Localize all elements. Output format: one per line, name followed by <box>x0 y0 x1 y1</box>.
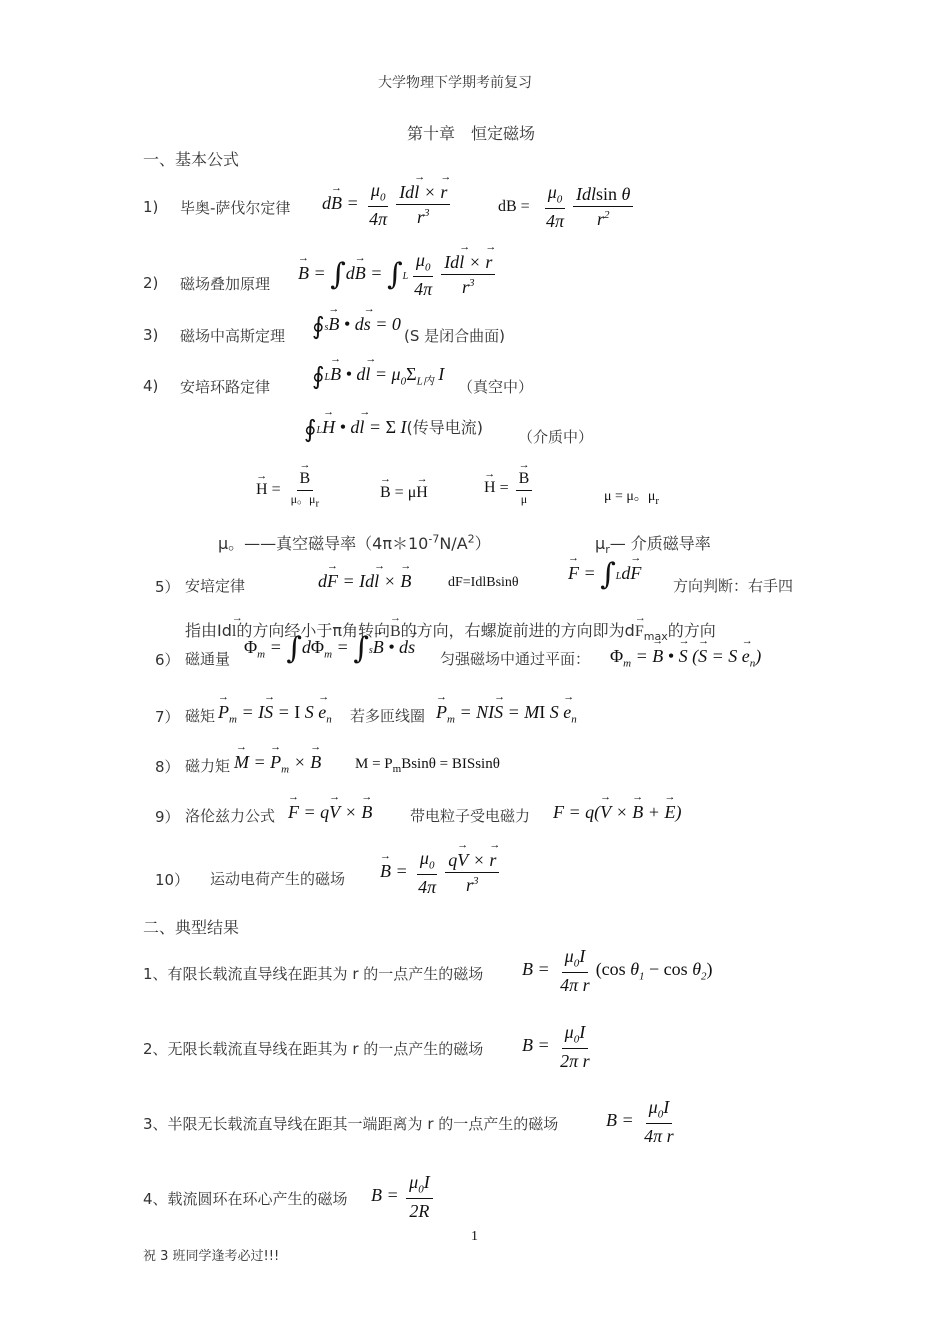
ampere-medium-note: （介质中） <box>518 428 594 446</box>
formula-torque: → M = → $P_m$ × → B <box>234 752 321 776</box>
formula-loop-center: B = $\frac{\mu_0I}{2R}$ <box>371 1172 436 1222</box>
formula-gauss: ∮s→ B • d→ s = 0 <box>312 314 401 338</box>
item-label: 磁力矩 <box>185 757 231 775</box>
formula-flux-uniform: $\Phi_m$ = → B • → S (→ $S = S \to e_n$) <box>610 646 761 670</box>
item-label: 运动电荷产生的磁场 <box>210 870 346 888</box>
item-number: 7） <box>155 708 180 726</box>
formula-biot-savart: d→ B = $\frac{\mu_0}{4\pi}$ $\frac{Id\to l \times \to r}{r^3}$ <box>322 180 453 230</box>
item-label: 磁矩 <box>185 707 216 725</box>
item-label: 磁场叠加原理 <box>180 275 271 293</box>
formula-b-mu-h: → B = μ→ H <box>380 484 428 502</box>
item-number: 4) <box>143 377 159 395</box>
mu0-description: μ。——真空磁导率$(4\pi*10^{-7}N/A^2)$ <box>218 532 491 553</box>
result-item-4: 4、载流圆环在环心产生的磁场 <box>143 1190 348 1208</box>
item-number: 1) <box>143 198 159 216</box>
item-number: 6） <box>155 651 180 669</box>
formula-torque-scalar: $M = P_mBsin\theta = BISsin\theta$ <box>355 756 500 775</box>
item-label: 安培环路定律 <box>180 378 271 396</box>
item-label: 洛伦兹力公式 <box>185 807 276 825</box>
section-heading-results: 二、典型结果 <box>143 918 240 937</box>
formula-magnetic-moment: → $P_m = I\to S = I$ $S \to e_n$ <box>218 702 332 726</box>
formula-ampere-medium: ∮L→ H • d→ l = Σ I(传导电流) <box>304 415 483 441</box>
formula-biot-savart-scalar: $\frac{\mu_0}{4\pi}$ $\frac{\text{Idlsin θ}}{r^2}$ <box>540 182 636 232</box>
item-label: 安培定律 <box>185 577 246 595</box>
formula-flux: $\Phi_m = \int d\Phi_m = \int s\to B$ • d→ s <box>244 634 415 664</box>
formula-ampere-vacuum: ∮L→ B • $d\to l = \mu_0\Sigma_{L内}$ I <box>312 364 444 389</box>
result-item-3: 3、半限无长载流直导线在距其一端距离为 r 的一点产生的磁场 <box>143 1115 559 1133</box>
formula-moving-charge: → B = $\frac{\mu_0}{4\pi}$ $\frac{q\to V \times \to r}{r^3}$ <box>380 848 502 898</box>
item-number: 9） <box>155 808 180 826</box>
mur-description: $\mu_r—$ 介质磁导率 <box>595 534 711 557</box>
ampere-medium-conduction: (传导电流) <box>406 418 484 437</box>
formula-em-force: F = q(→ V × → B + → E) <box>553 802 681 823</box>
formula-lorentz: → F = q→ V × → B <box>288 802 372 823</box>
direction-rule-continued: 指由Id→ l的方向经小于π角转向→ B的方向，右螺旋前进的方向即为$d\to F_{max}$的方向 <box>185 618 716 643</box>
result-item-1: 1、有限长载流直导线在距其为 r 的一点产生的磁场 <box>143 965 484 983</box>
flux-uniform-note: 匀强磁场中通过平面： <box>440 650 591 668</box>
document-title: 大学物理下学期考前复习 <box>378 75 532 91</box>
page-number: 1 <box>471 1229 478 1244</box>
item-number: 2) <box>143 274 159 292</box>
item-number: 5） <box>155 578 180 596</box>
gauss-note: (S 是闭合曲面) <box>404 327 505 345</box>
formula-h-b-relation: → H = → $\frac{B}{\mu。\mu_r}$ <box>256 470 325 510</box>
formula-biot-savart-scalar-lhs: dB = <box>498 198 530 215</box>
ampere-vacuum-note: （真空中） <box>458 378 534 396</box>
item-number: 3) <box>143 326 159 344</box>
result-item-2: 2、无限长载流直导线在距其为 r 的一点产生的磁场 <box>143 1040 484 1058</box>
formula-superposition: → B = ∫d→ B = ∫L $\frac{\mu_0}{4\pi}$ $\frac{Id\to l \times \to r}{r^3}$ <box>298 250 498 300</box>
item-number: 10） <box>155 871 190 889</box>
formula-mu-relation: μ = μ。$\mu_r$ <box>604 489 660 507</box>
chapter-title: 第十章 恒定磁场 <box>407 124 536 143</box>
formula-h-b-mu: → H = → $\frac{B}{\mu}$ <box>484 470 535 507</box>
item-label: 磁场中高斯定理 <box>180 327 286 345</box>
footer-wish: 祝 3 班同学逢考必过!!! <box>143 1249 280 1264</box>
formula-infinite-wire: B = $\frac{\mu_0I}{\text{2π r}}$ <box>522 1022 590 1072</box>
multi-turn-note: 若多匝线圈 <box>350 707 426 725</box>
item-label: 磁通量 <box>185 650 231 668</box>
section-heading-formulas: 一、基本公式 <box>143 150 240 169</box>
direction-rule: 方向判断：右手四 <box>673 577 794 595</box>
formula-semi-infinite-wire: B = $\frac{\mu_0I}{\text{4π r}}$ <box>606 1097 674 1147</box>
formula-finite-wire: B = $\frac{\mu_0I}{\text{4π r}}$ (cos $\theta_1 - \cos \theta_2$) <box>522 946 713 996</box>
item-label: 毕奥-萨伐尔定律 <box>180 199 291 217</box>
formula-ampere-force: d→ F = Id→ l × → B <box>318 571 411 592</box>
em-force-note: 带电粒子受电磁力 <box>410 807 531 825</box>
formula-ampere-force-scalar: dF=IdlBsinθ <box>448 575 519 590</box>
item-number: 8） <box>155 758 180 776</box>
formula-magnetic-moment-multi: → $P_m = NI\to S$ = MI $S \to e_n$ <box>436 702 577 726</box>
formula-ampere-force-integral: → F = ∫Ld→ F <box>568 560 641 590</box>
